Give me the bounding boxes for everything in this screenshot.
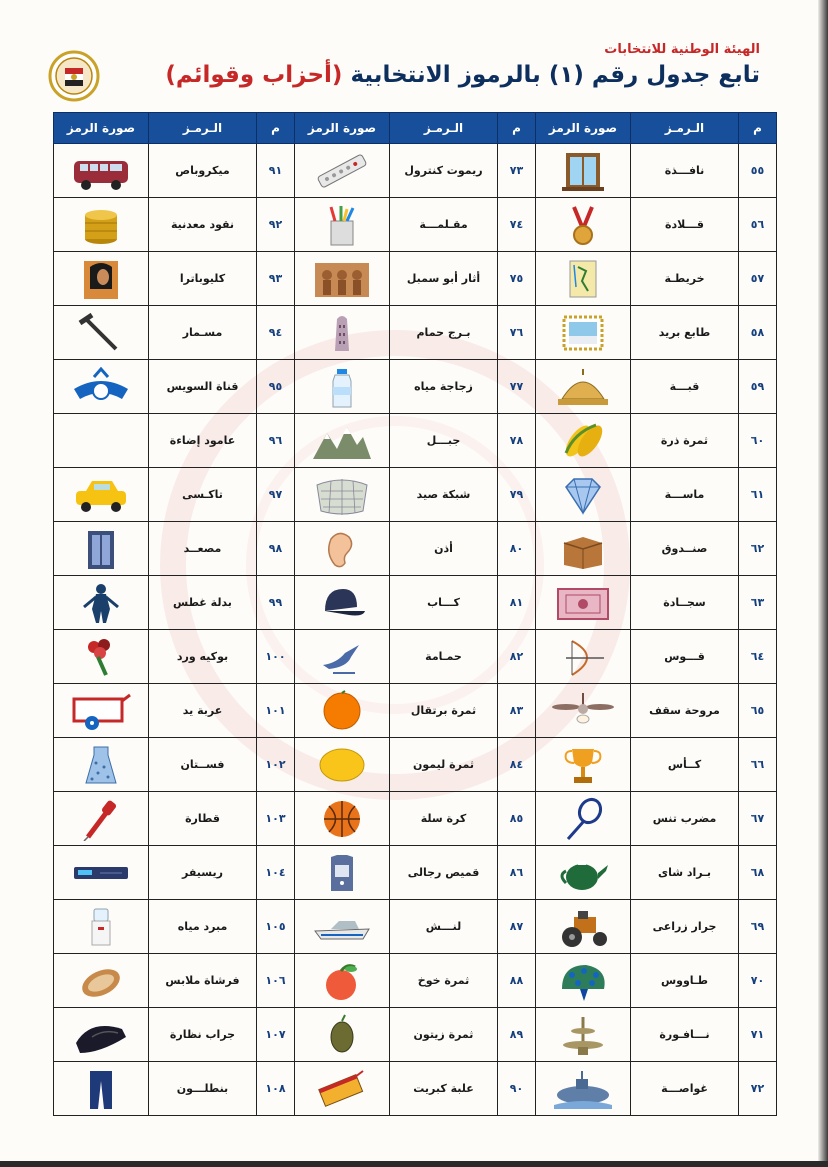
symbol-image-cell bbox=[54, 306, 149, 360]
symbol-name: كرة سلة bbox=[390, 792, 498, 846]
peach-icon bbox=[311, 959, 373, 1003]
lemon-icon bbox=[311, 743, 373, 787]
symbol-name: قـــوس bbox=[631, 630, 739, 684]
symbol-number: ٩٣ bbox=[257, 252, 295, 306]
receiver-icon bbox=[70, 851, 132, 895]
table-row bbox=[54, 684, 777, 738]
symbol-number: ٨٩ bbox=[498, 1008, 536, 1062]
symbol-name: تاكـسى bbox=[149, 468, 257, 522]
symbol-name: غواصـــة bbox=[631, 1062, 739, 1116]
elevator-icon bbox=[70, 527, 132, 571]
symbol-image-cell bbox=[536, 900, 631, 954]
symbol-image-cell bbox=[295, 414, 390, 468]
trophy-icon bbox=[552, 743, 614, 787]
symbol-image-cell bbox=[536, 954, 631, 1008]
symbol-number: ٥٧ bbox=[739, 252, 777, 306]
symbol-name: ثمرة خوخ bbox=[390, 954, 498, 1008]
table-row bbox=[54, 1008, 777, 1062]
symbol-number: ٦٠ bbox=[739, 414, 777, 468]
table-row bbox=[54, 468, 777, 522]
symbol-image-cell bbox=[295, 954, 390, 1008]
column-header-symbol-image: صورة الرمز bbox=[54, 113, 149, 144]
symbol-number: ٥٨ bbox=[739, 306, 777, 360]
symbol-name: جبـــل bbox=[390, 414, 498, 468]
symbol-name: نافـــذة bbox=[631, 144, 739, 198]
symbol-number: ٦٥ bbox=[739, 684, 777, 738]
symbol-name: قطارة bbox=[149, 792, 257, 846]
symbol-name: كليوباترا bbox=[149, 252, 257, 306]
symbol-image-cell bbox=[536, 306, 631, 360]
symbol-image-cell bbox=[295, 576, 390, 630]
symbol-number: ٥٦ bbox=[739, 198, 777, 252]
symbol-name: فرشاة ملابس bbox=[149, 954, 257, 1008]
symbol-number: ١٠١ bbox=[257, 684, 295, 738]
symbol-number: ٩٨ bbox=[257, 522, 295, 576]
nail-icon bbox=[70, 311, 132, 355]
symbol-image-cell bbox=[536, 738, 631, 792]
table-row bbox=[54, 198, 777, 252]
postage-stamp-icon bbox=[552, 311, 614, 355]
symbol-number: ٦١ bbox=[739, 468, 777, 522]
symbol-number: ٩٤ bbox=[257, 306, 295, 360]
symbol-number: ٦٧ bbox=[739, 792, 777, 846]
symbol-number: ٦٣ bbox=[739, 576, 777, 630]
column-header-symbol: الـرمـز bbox=[631, 113, 739, 144]
symbol-image-cell bbox=[295, 252, 390, 306]
carpet-icon bbox=[552, 581, 614, 625]
symbol-name: صنــدوق bbox=[631, 522, 739, 576]
symbol-image-cell bbox=[536, 360, 631, 414]
symbol-name: جرار زراعى bbox=[631, 900, 739, 954]
symbol-number: ٨٢ bbox=[498, 630, 536, 684]
symbol-image-cell bbox=[54, 360, 149, 414]
symbol-name: خريطـة bbox=[631, 252, 739, 306]
symbol-name: مصعــد bbox=[149, 522, 257, 576]
dropper-icon bbox=[70, 797, 132, 841]
fishing-net-icon bbox=[311, 473, 373, 517]
coins-icon bbox=[70, 203, 132, 247]
mountain-icon bbox=[311, 419, 373, 463]
symbol-name: مضرب تنس bbox=[631, 792, 739, 846]
basketball-icon bbox=[311, 797, 373, 841]
symbol-image-cell bbox=[295, 738, 390, 792]
symbol-image-cell bbox=[54, 900, 149, 954]
symbol-image-cell bbox=[295, 1062, 390, 1116]
table-header-row bbox=[54, 113, 777, 144]
symbol-image-cell bbox=[54, 252, 149, 306]
symbol-number: ٧٥ bbox=[498, 252, 536, 306]
hand-cart-icon bbox=[70, 689, 132, 733]
symbol-image-cell bbox=[536, 846, 631, 900]
symbol-number: ٧٤ bbox=[498, 198, 536, 252]
suez-canal-emblem-icon bbox=[70, 365, 132, 409]
symbol-name: ريسيفر bbox=[149, 846, 257, 900]
remote-control-icon bbox=[311, 149, 373, 193]
pigeon-tower-icon bbox=[311, 311, 373, 355]
symbol-number: ٩٦ bbox=[257, 414, 295, 468]
table-row bbox=[54, 522, 777, 576]
title-parenthetical: (أحزاب وقوائم) bbox=[165, 62, 343, 88]
column-header-number: م bbox=[257, 113, 295, 144]
symbol-number: ٨١ bbox=[498, 576, 536, 630]
symbol-name: قميص رجالى bbox=[390, 846, 498, 900]
symbol-name: نـــافـورة bbox=[631, 1008, 739, 1062]
symbol-image-cell bbox=[54, 738, 149, 792]
page-title bbox=[120, 62, 760, 88]
election-symbols-table bbox=[53, 112, 777, 1116]
table-row bbox=[54, 846, 777, 900]
speedboat-icon bbox=[311, 905, 373, 949]
symbol-image-cell bbox=[54, 954, 149, 1008]
symbol-image-cell bbox=[536, 522, 631, 576]
mens-shirt-icon bbox=[311, 851, 373, 895]
symbol-image-cell bbox=[536, 1062, 631, 1116]
table-row bbox=[54, 576, 777, 630]
symbol-name: بـراد شاى bbox=[631, 846, 739, 900]
symbol-image-cell bbox=[295, 198, 390, 252]
submarine-icon bbox=[552, 1067, 614, 1111]
symbol-number: ٥٥ bbox=[739, 144, 777, 198]
fountain-icon bbox=[552, 1013, 614, 1057]
symbol-number: ٧٠ bbox=[739, 954, 777, 1008]
table-row bbox=[54, 954, 777, 1008]
symbol-name: قناة السويس bbox=[149, 360, 257, 414]
bouquet-icon bbox=[70, 635, 132, 679]
table-row bbox=[54, 144, 777, 198]
table-row bbox=[54, 252, 777, 306]
matchbox-icon bbox=[311, 1067, 373, 1111]
symbol-image-cell bbox=[54, 630, 149, 684]
symbol-name: عربة يد bbox=[149, 684, 257, 738]
symbol-image-cell bbox=[54, 1062, 149, 1116]
symbol-name: أثار أبو سمبل bbox=[390, 252, 498, 306]
symbol-number: ١٠٣ bbox=[257, 792, 295, 846]
symbol-name: ثمرة ليمون bbox=[390, 738, 498, 792]
symbol-image-cell bbox=[536, 252, 631, 306]
table-row bbox=[54, 792, 777, 846]
symbol-name: ميكروباص bbox=[149, 144, 257, 198]
glasses-case-icon bbox=[70, 1013, 132, 1057]
symbol-name: كــأس bbox=[631, 738, 739, 792]
symbol-image-cell bbox=[536, 414, 631, 468]
symbol-number: ١٠٧ bbox=[257, 1008, 295, 1062]
symbol-name: نقود معدنية bbox=[149, 198, 257, 252]
symbol-name: ماســـة bbox=[631, 468, 739, 522]
dome-icon bbox=[552, 365, 614, 409]
symbol-image-cell bbox=[295, 360, 390, 414]
olive-icon bbox=[311, 1013, 373, 1057]
symbol-name: طابع بريد bbox=[631, 306, 739, 360]
symbol-number: ٩٠ bbox=[498, 1062, 536, 1116]
table-row bbox=[54, 900, 777, 954]
corn-icon bbox=[552, 419, 614, 463]
symbol-image-cell bbox=[295, 900, 390, 954]
symbol-name: زجاجة مياه bbox=[390, 360, 498, 414]
clothes-brush-icon bbox=[70, 959, 132, 1003]
symbol-number: ٦٤ bbox=[739, 630, 777, 684]
symbol-name: ثمرة ذرة bbox=[631, 414, 739, 468]
symbol-image-cell bbox=[295, 684, 390, 738]
microbus-icon bbox=[70, 149, 132, 193]
symbol-number: ٩١ bbox=[257, 144, 295, 198]
symbol-number: ٨٧ bbox=[498, 900, 536, 954]
symbol-image-cell bbox=[536, 198, 631, 252]
symbol-number: ٥٩ bbox=[739, 360, 777, 414]
symbol-number: ٨٨ bbox=[498, 954, 536, 1008]
table-row bbox=[54, 738, 777, 792]
map-icon bbox=[552, 257, 614, 301]
symbol-image-cell bbox=[54, 576, 149, 630]
title-main: تابع جدول رقم (١) بالرموز الانتخابية bbox=[350, 62, 760, 88]
symbol-name: لنـــش bbox=[390, 900, 498, 954]
diamond-icon bbox=[552, 473, 614, 517]
symbol-name: مسـمار bbox=[149, 306, 257, 360]
table-row bbox=[54, 360, 777, 414]
column-header-symbol-image: صورة الرمز bbox=[295, 113, 390, 144]
symbol-number: ٧٨ bbox=[498, 414, 536, 468]
symbol-number: ٨٠ bbox=[498, 522, 536, 576]
symbol-image-cell bbox=[54, 1008, 149, 1062]
symbol-image-cell bbox=[295, 144, 390, 198]
symbol-number: ٧٩ bbox=[498, 468, 536, 522]
symbol-image-cell bbox=[54, 144, 149, 198]
dove-icon bbox=[311, 635, 373, 679]
symbol-image-cell bbox=[295, 1008, 390, 1062]
table-row bbox=[54, 414, 777, 468]
symbol-name: بـرج حمام bbox=[390, 306, 498, 360]
symbol-number: ٧١ bbox=[739, 1008, 777, 1062]
table-row bbox=[54, 306, 777, 360]
symbol-number: ٨٥ bbox=[498, 792, 536, 846]
necklace-medal-icon bbox=[552, 203, 614, 247]
symbol-name: شبكة صيد bbox=[390, 468, 498, 522]
symbol-number: ٩٩ bbox=[257, 576, 295, 630]
symbol-image-cell bbox=[536, 1008, 631, 1062]
water-cooler-icon bbox=[70, 905, 132, 949]
orange-icon bbox=[311, 689, 373, 733]
symbol-number: ٨٤ bbox=[498, 738, 536, 792]
symbol-name: أذن bbox=[390, 522, 498, 576]
symbol-image-cell bbox=[295, 792, 390, 846]
symbol-image-cell bbox=[536, 576, 631, 630]
symbol-name: جراب نظارة bbox=[149, 1008, 257, 1062]
symbol-image-cell bbox=[536, 144, 631, 198]
symbol-name: بدلة غطس bbox=[149, 576, 257, 630]
symbol-name: طـاووس bbox=[631, 954, 739, 1008]
trousers-icon bbox=[70, 1067, 132, 1111]
cap-icon bbox=[311, 581, 373, 625]
table-row bbox=[54, 1062, 777, 1116]
window-icon bbox=[552, 149, 614, 193]
symbol-image-cell bbox=[54, 846, 149, 900]
symbol-image-cell bbox=[536, 468, 631, 522]
symbol-name: بوكيه ورد bbox=[149, 630, 257, 684]
peacock-icon bbox=[552, 959, 614, 1003]
symbol-image-cell bbox=[54, 468, 149, 522]
symbol-image-cell bbox=[54, 414, 149, 468]
symbol-name: بنطلـــون bbox=[149, 1062, 257, 1116]
column-header-number: م bbox=[739, 113, 777, 144]
tractor-icon bbox=[552, 905, 614, 949]
symbol-image-cell bbox=[295, 630, 390, 684]
diving-suit-icon bbox=[70, 581, 132, 625]
lamp-post-icon bbox=[70, 419, 132, 463]
symbol-name: قبـــة bbox=[631, 360, 739, 414]
symbol-image-cell bbox=[536, 684, 631, 738]
abu-simbel-icon bbox=[311, 257, 373, 301]
teapot-icon bbox=[552, 851, 614, 895]
taxi-icon bbox=[70, 473, 132, 517]
dress-icon bbox=[70, 743, 132, 787]
symbol-number: ١٠٤ bbox=[257, 846, 295, 900]
symbol-name: ريموت كنترول bbox=[390, 144, 498, 198]
symbol-number: ٩٥ bbox=[257, 360, 295, 414]
column-header-symbol: الـرمـز bbox=[390, 113, 498, 144]
column-header-symbol-image: صورة الرمز bbox=[536, 113, 631, 144]
symbol-number: ٦٦ bbox=[739, 738, 777, 792]
symbol-name: مبرد مياه bbox=[149, 900, 257, 954]
symbol-image-cell bbox=[536, 630, 631, 684]
symbol-number: ١٠٠ bbox=[257, 630, 295, 684]
cleopatra-icon bbox=[70, 257, 132, 301]
symbol-name: سجــادة bbox=[631, 576, 739, 630]
symbol-number: ٩٢ bbox=[257, 198, 295, 252]
symbol-image-cell bbox=[295, 846, 390, 900]
symbol-name: مقـلمـــة bbox=[390, 198, 498, 252]
pencil-cup-icon bbox=[311, 203, 373, 247]
symbol-number: ١٠٨ bbox=[257, 1062, 295, 1116]
symbol-image-cell bbox=[536, 792, 631, 846]
organization-name: الهيئة الوطنية للانتخابات bbox=[604, 42, 760, 57]
symbol-number: ٧٧ bbox=[498, 360, 536, 414]
symbol-name: علبة كبريت bbox=[390, 1062, 498, 1116]
symbol-image-cell bbox=[295, 468, 390, 522]
symbol-number: ١٠٢ bbox=[257, 738, 295, 792]
bow-icon bbox=[552, 635, 614, 679]
symbol-number: ٦٢ bbox=[739, 522, 777, 576]
symbol-number: ٨٦ bbox=[498, 846, 536, 900]
symbol-number: ٧٣ bbox=[498, 144, 536, 198]
table-row bbox=[54, 630, 777, 684]
symbol-number: ٧٢ bbox=[739, 1062, 777, 1116]
symbol-name: حمـامة bbox=[390, 630, 498, 684]
symbol-number: ٦٩ bbox=[739, 900, 777, 954]
symbol-number: ٩٧ bbox=[257, 468, 295, 522]
symbol-image-cell bbox=[54, 792, 149, 846]
symbol-image-cell bbox=[295, 522, 390, 576]
symbol-image-cell bbox=[295, 306, 390, 360]
column-header-number: م bbox=[498, 113, 536, 144]
box-icon bbox=[552, 527, 614, 571]
symbol-name: ثمرة برتقال bbox=[390, 684, 498, 738]
page-edge-shadow bbox=[818, 0, 828, 1167]
tennis-racket-icon bbox=[552, 797, 614, 841]
page-bottom-edge bbox=[0, 1161, 828, 1167]
symbol-image-cell bbox=[54, 198, 149, 252]
symbol-image-cell bbox=[54, 522, 149, 576]
ceiling-fan-icon bbox=[552, 689, 614, 733]
symbol-name: قـــلادة bbox=[631, 198, 739, 252]
symbol-number: ٨٣ bbox=[498, 684, 536, 738]
national-election-authority-logo bbox=[48, 50, 100, 102]
symbol-name: مروحة سقف bbox=[631, 684, 739, 738]
symbol-number: ٦٨ bbox=[739, 846, 777, 900]
symbol-number: ١٠٥ bbox=[257, 900, 295, 954]
symbol-number: ٧٦ bbox=[498, 306, 536, 360]
symbol-name: ثمرة زيتون bbox=[390, 1008, 498, 1062]
symbol-number: ١٠٦ bbox=[257, 954, 295, 1008]
symbol-image-cell bbox=[54, 684, 149, 738]
column-header-symbol: الـرمـز bbox=[149, 113, 257, 144]
ear-icon bbox=[311, 527, 373, 571]
symbol-name: عامود إضاءة bbox=[149, 414, 257, 468]
water-bottle-icon bbox=[311, 365, 373, 409]
symbol-name: فســتان bbox=[149, 738, 257, 792]
symbol-name: كـــاب bbox=[390, 576, 498, 630]
